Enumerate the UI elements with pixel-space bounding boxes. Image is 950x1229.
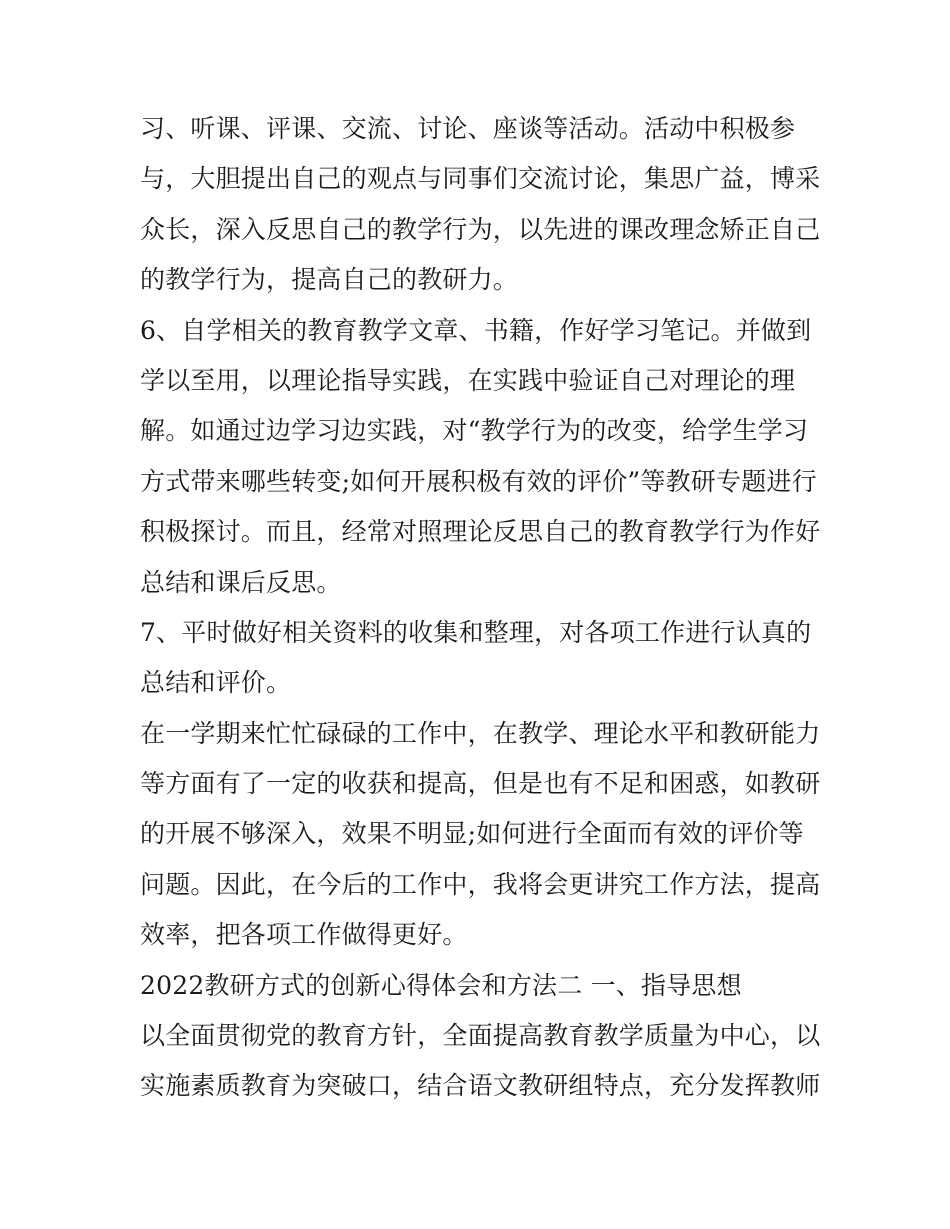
text-line: 的教学行为，提高自己的教研力。	[140, 265, 519, 295]
text-line: 6、自学相关的教育教学文章、书籍，作好学习笔记。并做到	[140, 315, 812, 345]
text-line: 实施素质教育为突破口，结合语文教研组特点，充分发挥教师	[140, 1071, 821, 1101]
text-line: 的开展不够深入，效果不明显;如何进行全面而有效的评价等	[140, 819, 804, 849]
text-line: 总结和评价。	[140, 668, 292, 698]
text-line: 问题。因此，在今后的工作中，我将会更讲究工作方法，提高	[140, 869, 821, 899]
document-body	[140, 104, 820, 1112]
text-line: 方式带来哪些转变;如何开展积极有效的评价”等教研专题进行	[140, 466, 817, 496]
text-line: 众长，深入反思自己的教学行为，以先进的课改理念矫正自己	[140, 214, 821, 244]
text-line: 习、听课、评课、交流、讨论、座谈等活动。活动中积极参	[140, 114, 796, 143]
text-line: 效率，把各项工作做得更好。	[140, 920, 468, 950]
text-line: 在一学期来忙忙碌碌的工作中，在教学、理论水平和教研能力	[140, 718, 821, 748]
text-line: 总结和课后反思。	[140, 567, 342, 597]
text-line: 以全面贯彻党的教育方针，全面提高教育教学质量为中心，以	[140, 1021, 821, 1051]
text-line: 等方面有了一定的收获和提高，但是也有不足和困惑，如教研	[140, 769, 821, 799]
section-heading: 2022教研方式的创新心得体会和方法二 一、指导思想	[140, 970, 742, 1000]
text-line: 与，大胆提出自己的观点与同事们交流讨论，集思广益，博采	[140, 164, 821, 194]
text-line: 7、平时做好相关资料的收集和整理，对各项工作进行认真的	[140, 617, 812, 647]
text-line: 解。如通过边学习边实践，对“教学行为的改变，给学生学习	[140, 416, 809, 446]
text-line: 积极探讨。而且，经常对照理论反思自己的教育教学行为作好	[140, 517, 821, 547]
text-line: 学以至用，以理论指导实践，在实践中验证自己对理论的理	[140, 365, 796, 395]
